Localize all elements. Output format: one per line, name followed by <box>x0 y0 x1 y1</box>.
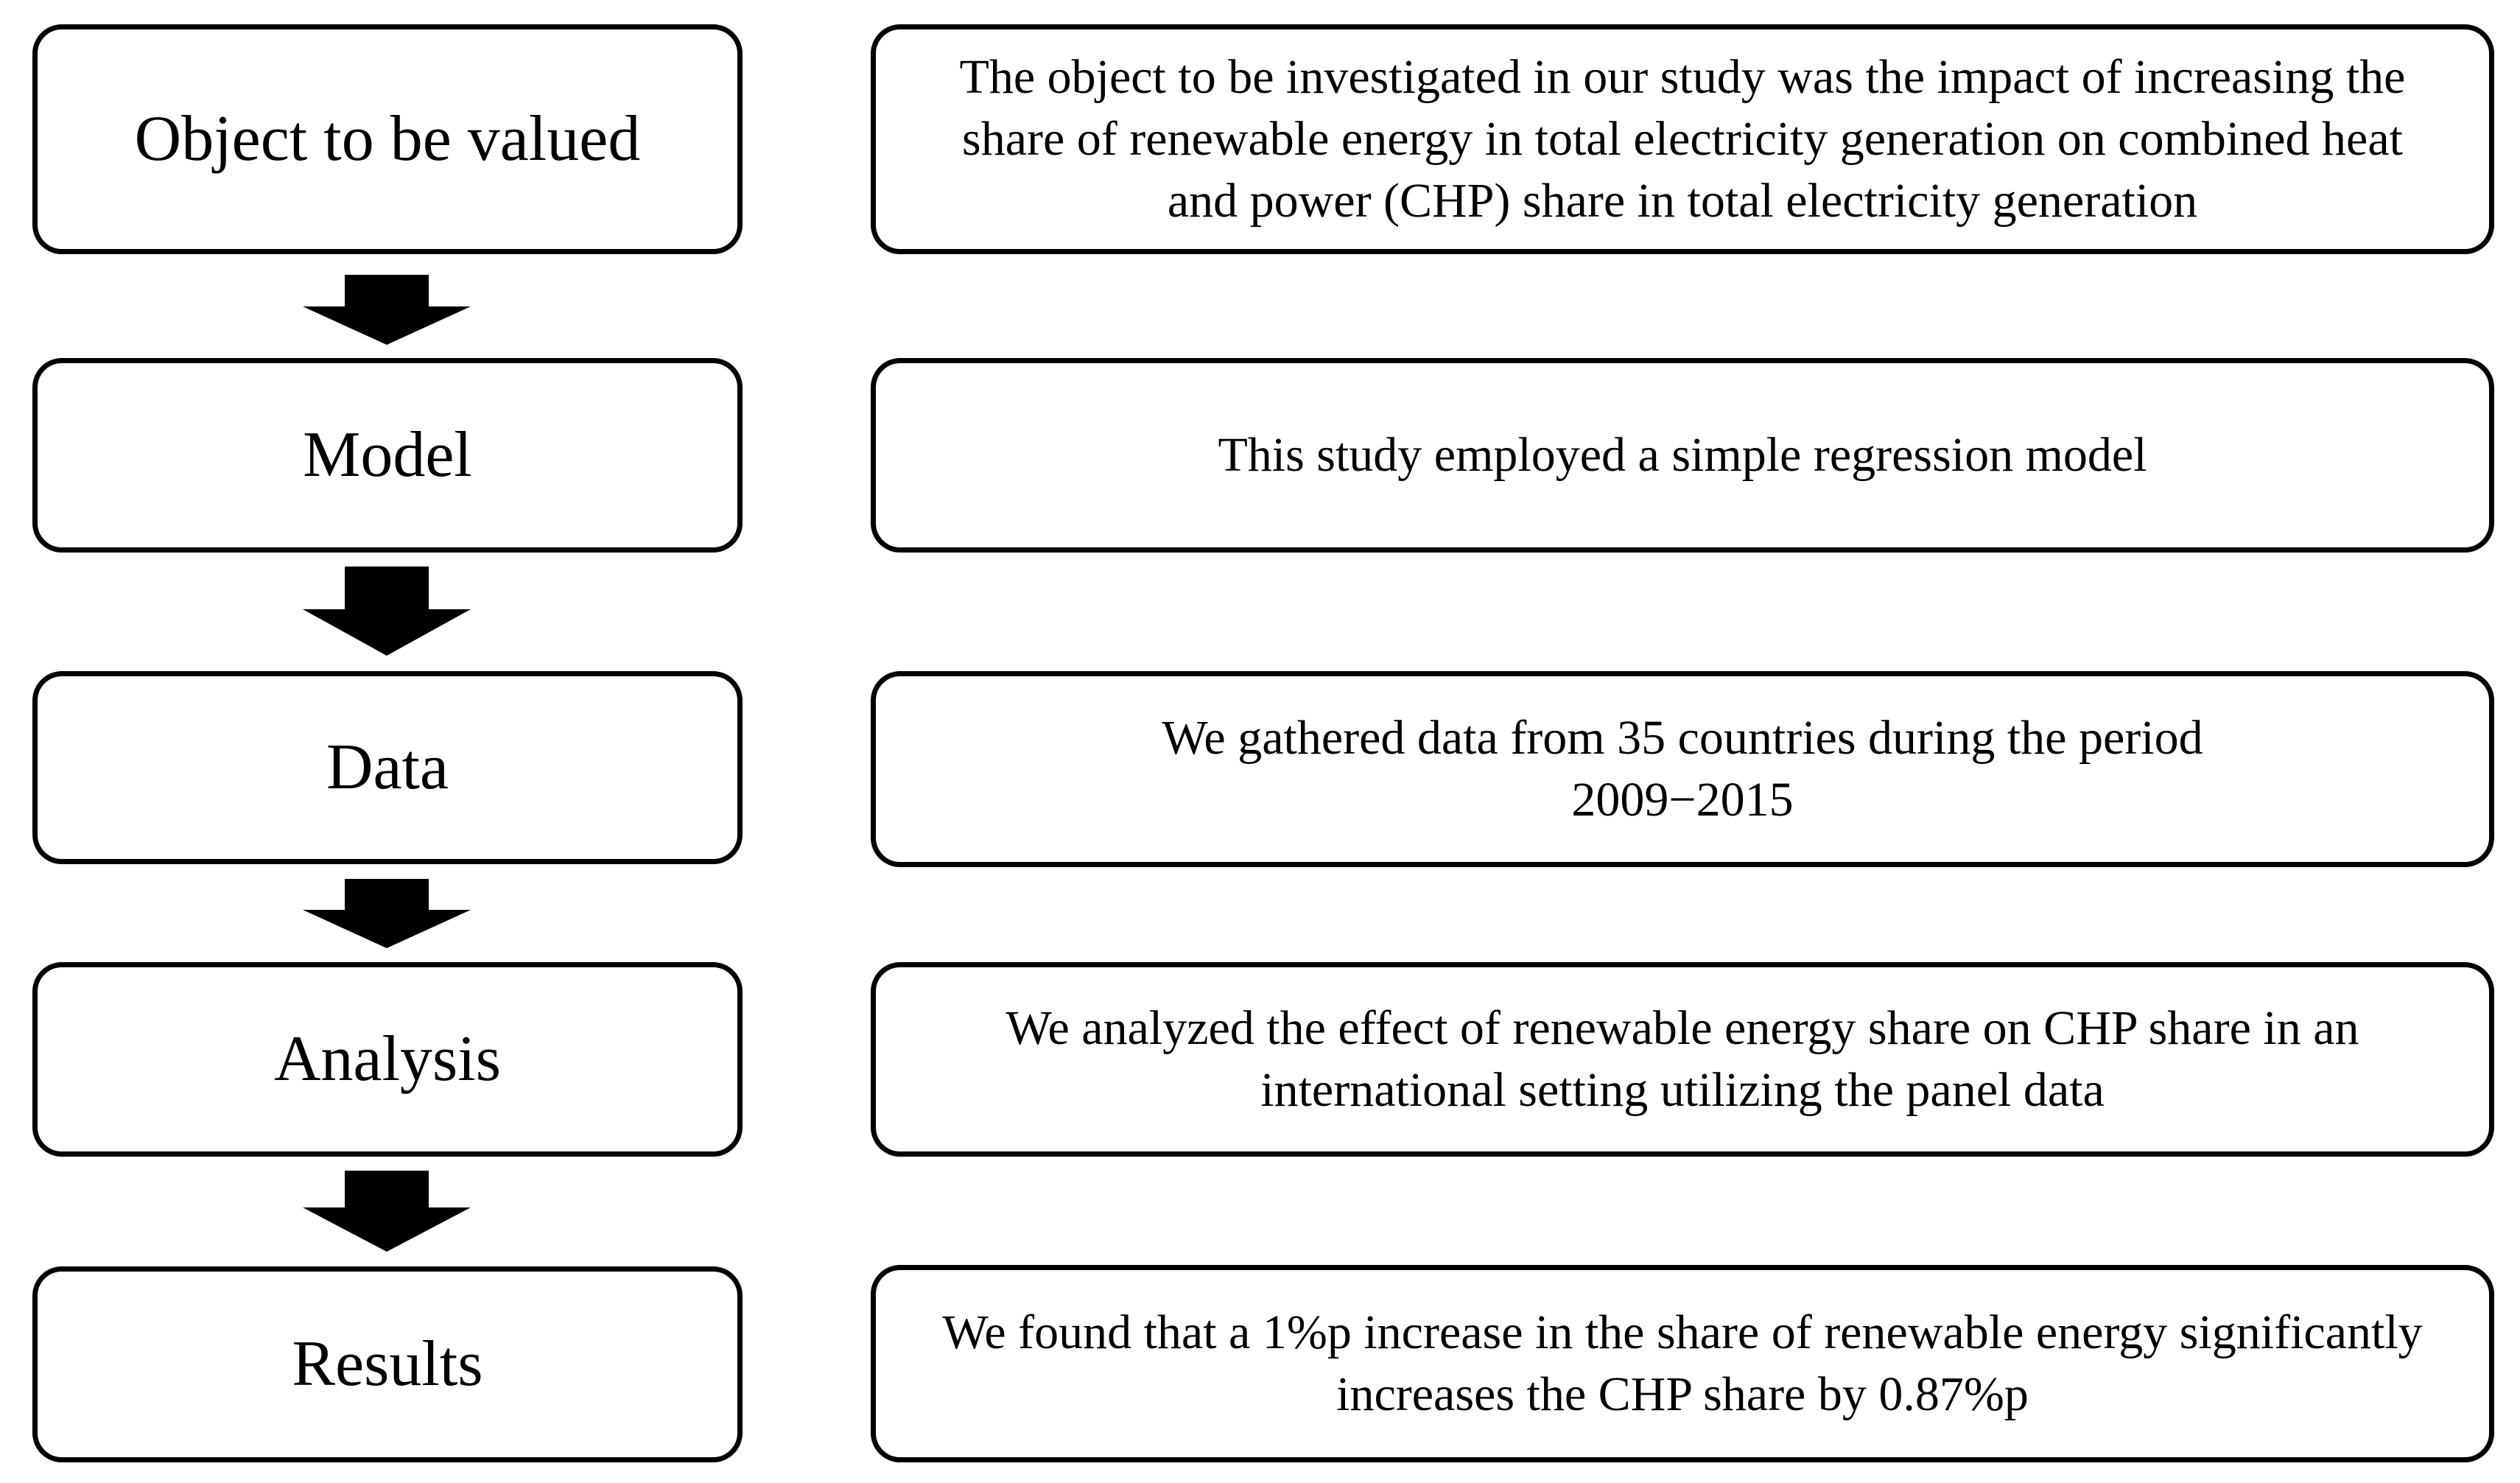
description-text-model: This study employed a simple regression model <box>1218 428 2147 483</box>
description-text-object: The object to be investigated in our study was the impact of increasing the share of renewable energy in total electricity generation on combined heat and power (CHP) share in total electricity generation <box>959 50 2406 228</box>
description-text-results: We found that a 1%p increase in the share of renewable energy significantly increases the CHP share by 0.87%p <box>942 1305 2423 1421</box>
step-box-data <box>32 671 743 864</box>
step-box-object <box>32 24 743 254</box>
step-label-data: Data <box>326 732 449 804</box>
step-box-model <box>32 358 743 553</box>
description-box-results <box>871 1265 2494 1462</box>
step-label-results: Results <box>292 1328 483 1400</box>
step-label-object: Object to be valued <box>134 103 641 175</box>
step-label-analysis: Analysis <box>274 1023 501 1095</box>
down-arrow-icon <box>303 1171 471 1252</box>
description-text-data: We gathered data from 35 countries during the period 2009−2015 <box>1162 711 2203 827</box>
down-arrow-icon <box>303 275 471 345</box>
down-arrow-icon <box>303 567 471 656</box>
description-box-object <box>871 24 2494 254</box>
description-text-analysis: We analyzed the effect of renewable energy share on CHP share in an international setting utilizing the panel data <box>1005 1001 2359 1117</box>
description-box-analysis <box>871 962 2494 1157</box>
down-arrow-icon <box>303 879 471 948</box>
step-box-results <box>32 1266 743 1462</box>
step-box-analysis <box>32 962 743 1157</box>
step-label-model: Model <box>303 419 472 491</box>
description-box-model <box>871 358 2494 553</box>
description-box-data <box>871 671 2494 867</box>
